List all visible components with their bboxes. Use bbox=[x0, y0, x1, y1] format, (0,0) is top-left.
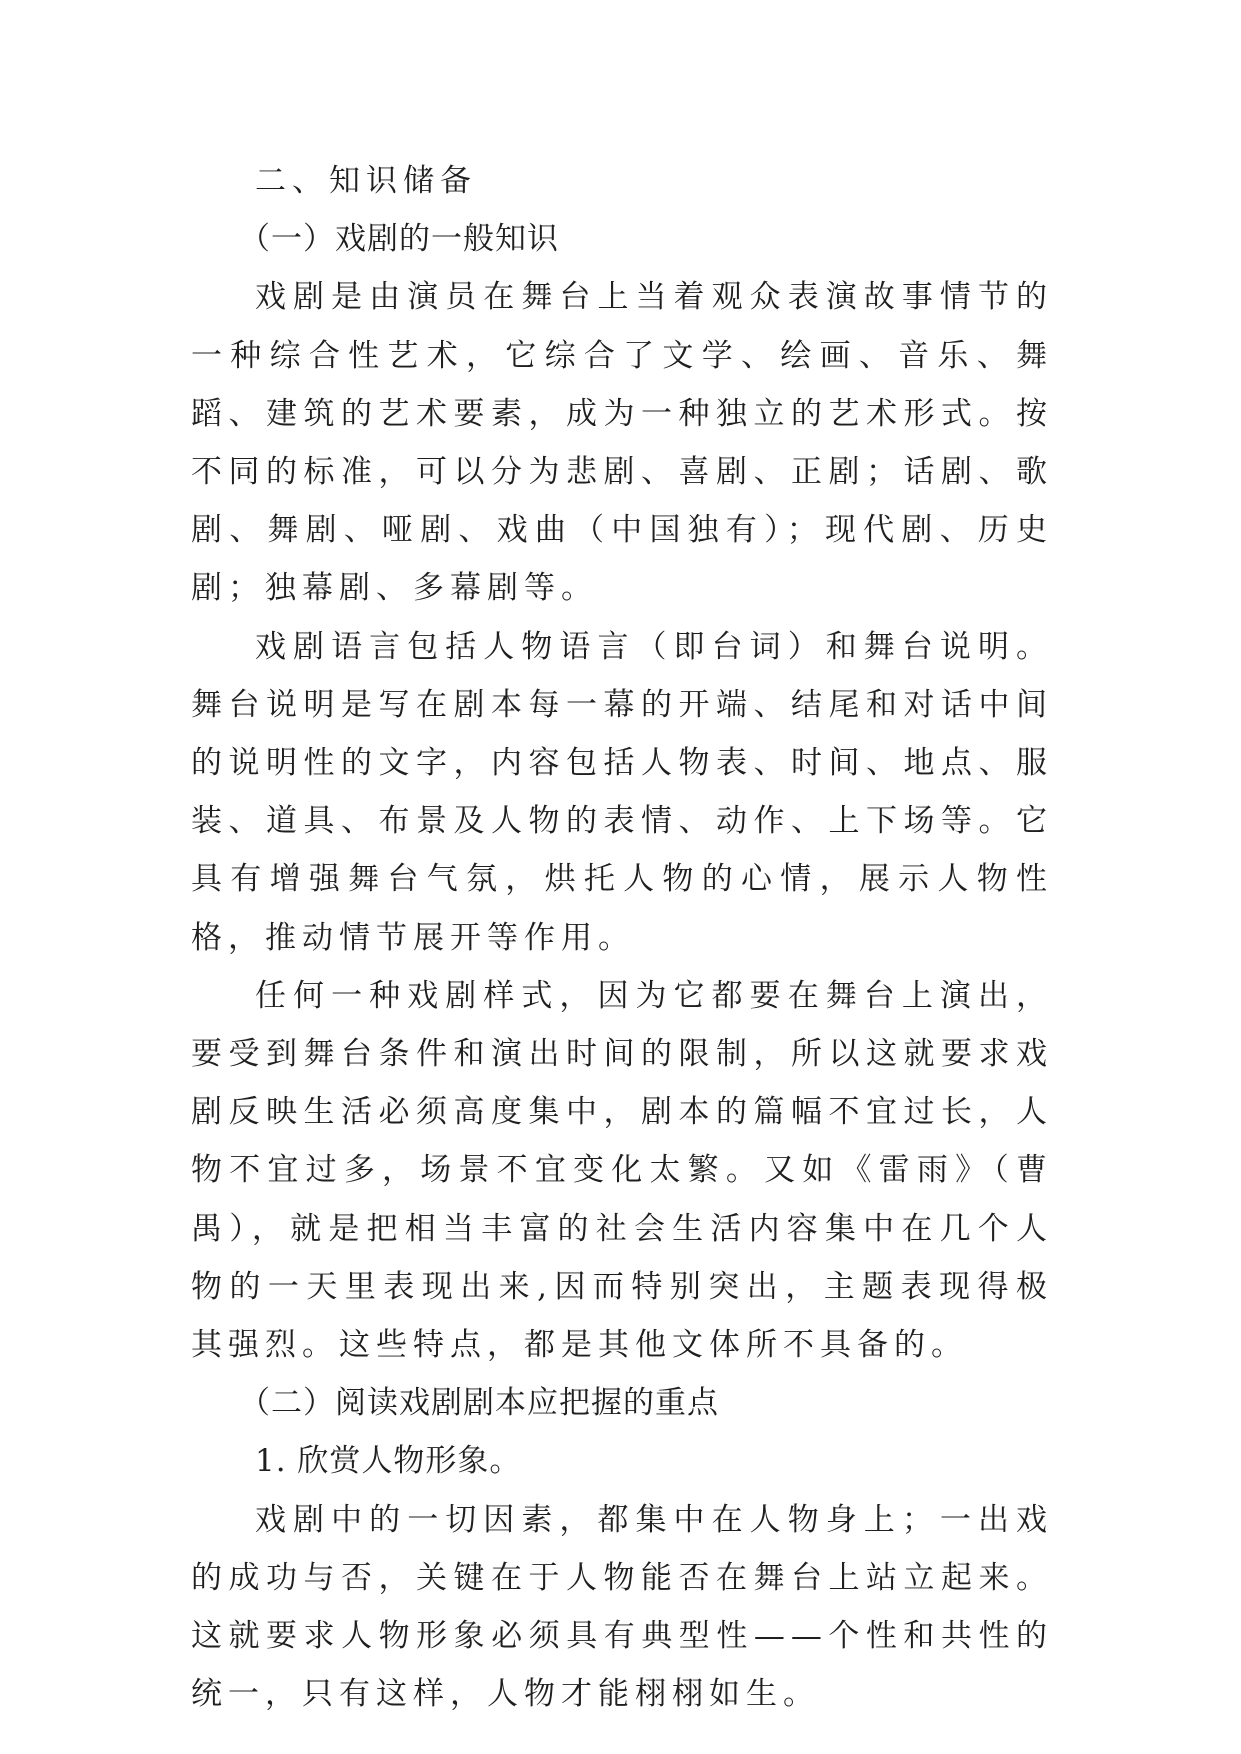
subsection-title-2: （二）阅读戏剧剧本应把握的重点 bbox=[239, 1385, 719, 1422]
paragraph-1: 戏剧是由演员在舞台上当着观众表演故事情节的一种综合性艺术，它综合了文学、绘画、音乐、舞蹈、建筑的艺术要素，成为一种独立的艺术形式。按不同的标准，可以分为悲剧、喜剧、正剧；话剧、歌剧、舞剧、哑剧、戏曲（中国独有）；现代剧、历史剧；独幕剧、多幕剧等。 bbox=[191, 279, 1053, 607]
list-item-1: 1. 欣赏人物形象。 bbox=[255, 1443, 522, 1480]
paragraph-2: 戏剧语言包括人物语言（即台词）和舞台说明。舞台说明是写在剧本每一幕的开端、结尾和对话中间的说明性的文字，内容包括人物表、时间、地点、服装、道具、布景及人物的表情、动作、上下场等。它具有增强舞台气氛，烘托人物的心情，展示人物性格，推动情节展开等作用。 bbox=[191, 628, 1053, 956]
paragraph-4: 戏剧中的一切因素，都集中在人物身上；一出戏的成功与否，关键在于人物能否在舞台上站立起来。这就要求人物形象必须具有典型性——个性和共性的统一，只有这样，人物才能栩栩如生。 bbox=[191, 1501, 1053, 1713]
paragraph-3: 任何一种戏剧样式，因为它都要在舞台上演出，要受到舞台条件和演出时间的限制，所以这就要求戏剧反映生活必须高度集中，剧本的篇幅不宜过长，人物不宜过多，场景不宜变化太繁。又如《雷雨》（曹禺），就是把相当丰富的社会生活内容集中在几个人物的一天里表现出来,因而特别突出，主题表现得极其强烈。这些特点，都是其他文体所不具备的。 bbox=[191, 977, 1053, 1364]
section-title: 二、知识储备 bbox=[255, 163, 477, 199]
document-body bbox=[191, 152, 1053, 1723]
subsection-title-1: （一）戏剧的一般知识 bbox=[239, 221, 559, 258]
